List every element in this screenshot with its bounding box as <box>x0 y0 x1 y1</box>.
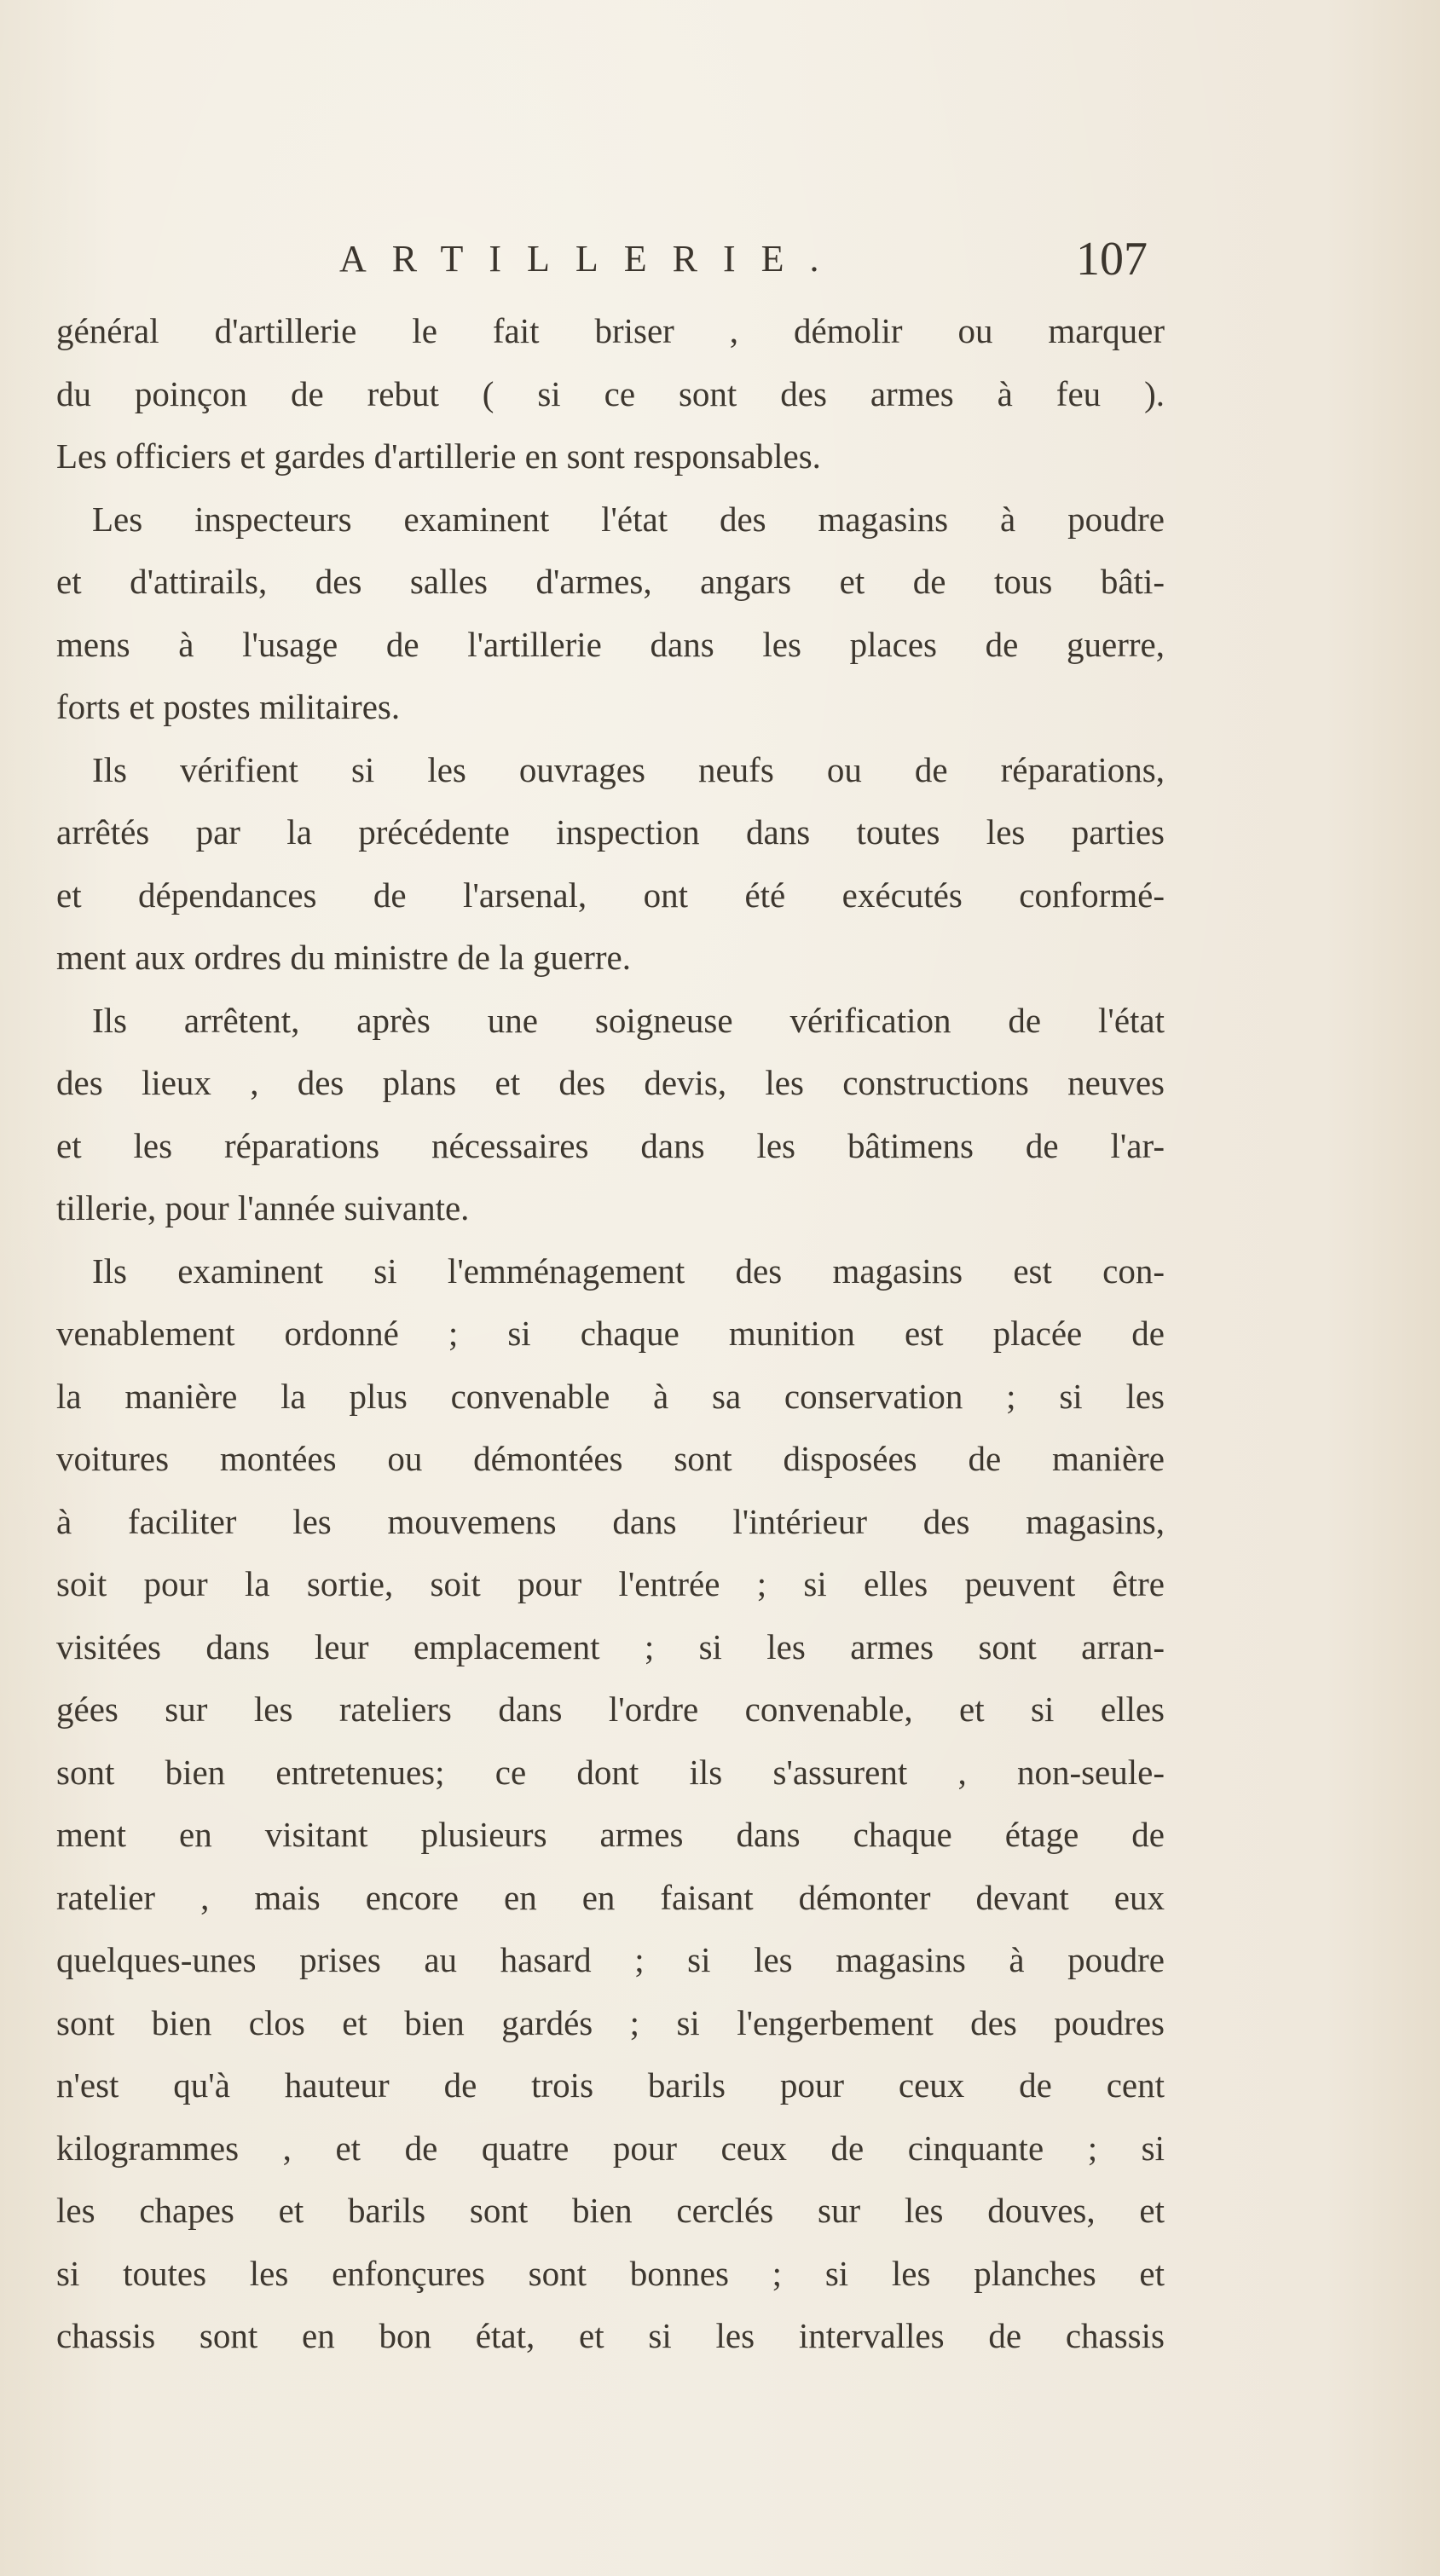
page-number: 107 <box>1076 233 1148 286</box>
text-line: n'est qu'à hauteur de trois barils pour ceux de cent <box>56 2065 1165 2105</box>
paragraph-start-line: Ils arrêtent, après une soigneuse vérification de l'état <box>92 1000 1165 1040</box>
text-line: et d'attirails, des salles d'armes, angars et de tous bâti- <box>56 562 1165 601</box>
text-line: soit pour la sortie, soit pour l'entrée ; si elles peuvent être <box>56 1564 1165 1603</box>
text-line: des lieux , des plans et des devis, les constructions neuves <box>56 1063 1165 1102</box>
running-title: ARTILLERIE. <box>339 238 845 280</box>
text-line: forts et postes militaires. <box>56 687 401 726</box>
text-line: si toutes les enfonçures sont bonnes ; si les planches et <box>56 2253 1165 2293</box>
text-line: visitées dans leur emplacement ; si les armes sont arran- <box>56 1626 1165 1666</box>
text-line: arrêtés par la précédente inspection dans toutes les parties <box>56 812 1165 852</box>
paragraph-start-line: Les inspecteurs examinent l'état des magasins à poudre <box>92 499 1165 539</box>
text-line: quelques-unes prises au hasard ; si les magasins à poudre <box>56 1940 1165 1979</box>
text-line: général d'artillerie le fait briser , démolir ou marquer <box>56 311 1165 350</box>
text-line: ment aux ordres du ministre de la guerre. <box>56 938 631 977</box>
text-line: sont bien clos et bien gardés ; si l'engerbement des poudres <box>56 2002 1165 2042</box>
paragraph-start-line: Ils examinent si l'emménagement des magasins est con- <box>92 1250 1165 1291</box>
text-line: et dépendances de l'arsenal, ont été exécutés conformé- <box>56 875 1165 915</box>
text-line: voitures montées ou démontées sont disposées de manière <box>56 1439 1165 1478</box>
text-line: du poinçon de rebut ( si ce sont des armes à feu ). <box>56 373 1165 413</box>
text-line: sont bien entretenues; ce dont ils s'assurent , non-seule- <box>56 1752 1165 1792</box>
text-line: gées sur les rateliers dans l'ordre convenable, et si elles <box>56 1689 1165 1729</box>
text-line: et les réparations nécessaires dans les bâtimens de l'ar- <box>56 1125 1165 1165</box>
running-head <box>0 228 1440 288</box>
text-line: ratelier , mais encore en en faisant démonter devant eux <box>56 1877 1165 1917</box>
text-line: mens à l'usage de l'artillerie dans les places de guerre, <box>56 624 1165 664</box>
paragraph-start-line: Ils vérifient si les ouvrages neufs ou de réparations, <box>92 749 1165 789</box>
text-line: venablement ordonné ; si chaque munition est placée de <box>56 1314 1165 1353</box>
text-line: à faciliter les mouvemens dans l'intérieur des magasins, <box>56 1501 1165 1541</box>
text-line: ment en visitant plusieurs armes dans chaque étage de <box>56 1815 1165 1854</box>
text-line: Les officiers et gardes d'artillerie en sont responsables. <box>56 436 821 476</box>
body-text <box>56 300 1165 2368</box>
text-line: la manière la plus convenable à sa conservation ; si les <box>56 1376 1165 1416</box>
text-line: tillerie, pour l'année suivante. <box>56 1188 470 1227</box>
text-line: kilogrammes , et de quatre pour ceux de cinquante ; si <box>56 2128 1165 2168</box>
text-line: chassis sont en bon état, et si les intervalles de chassis <box>56 2316 1165 2355</box>
text-line: les chapes et barils sont bien cerclés sur les douves, et <box>56 2191 1165 2230</box>
